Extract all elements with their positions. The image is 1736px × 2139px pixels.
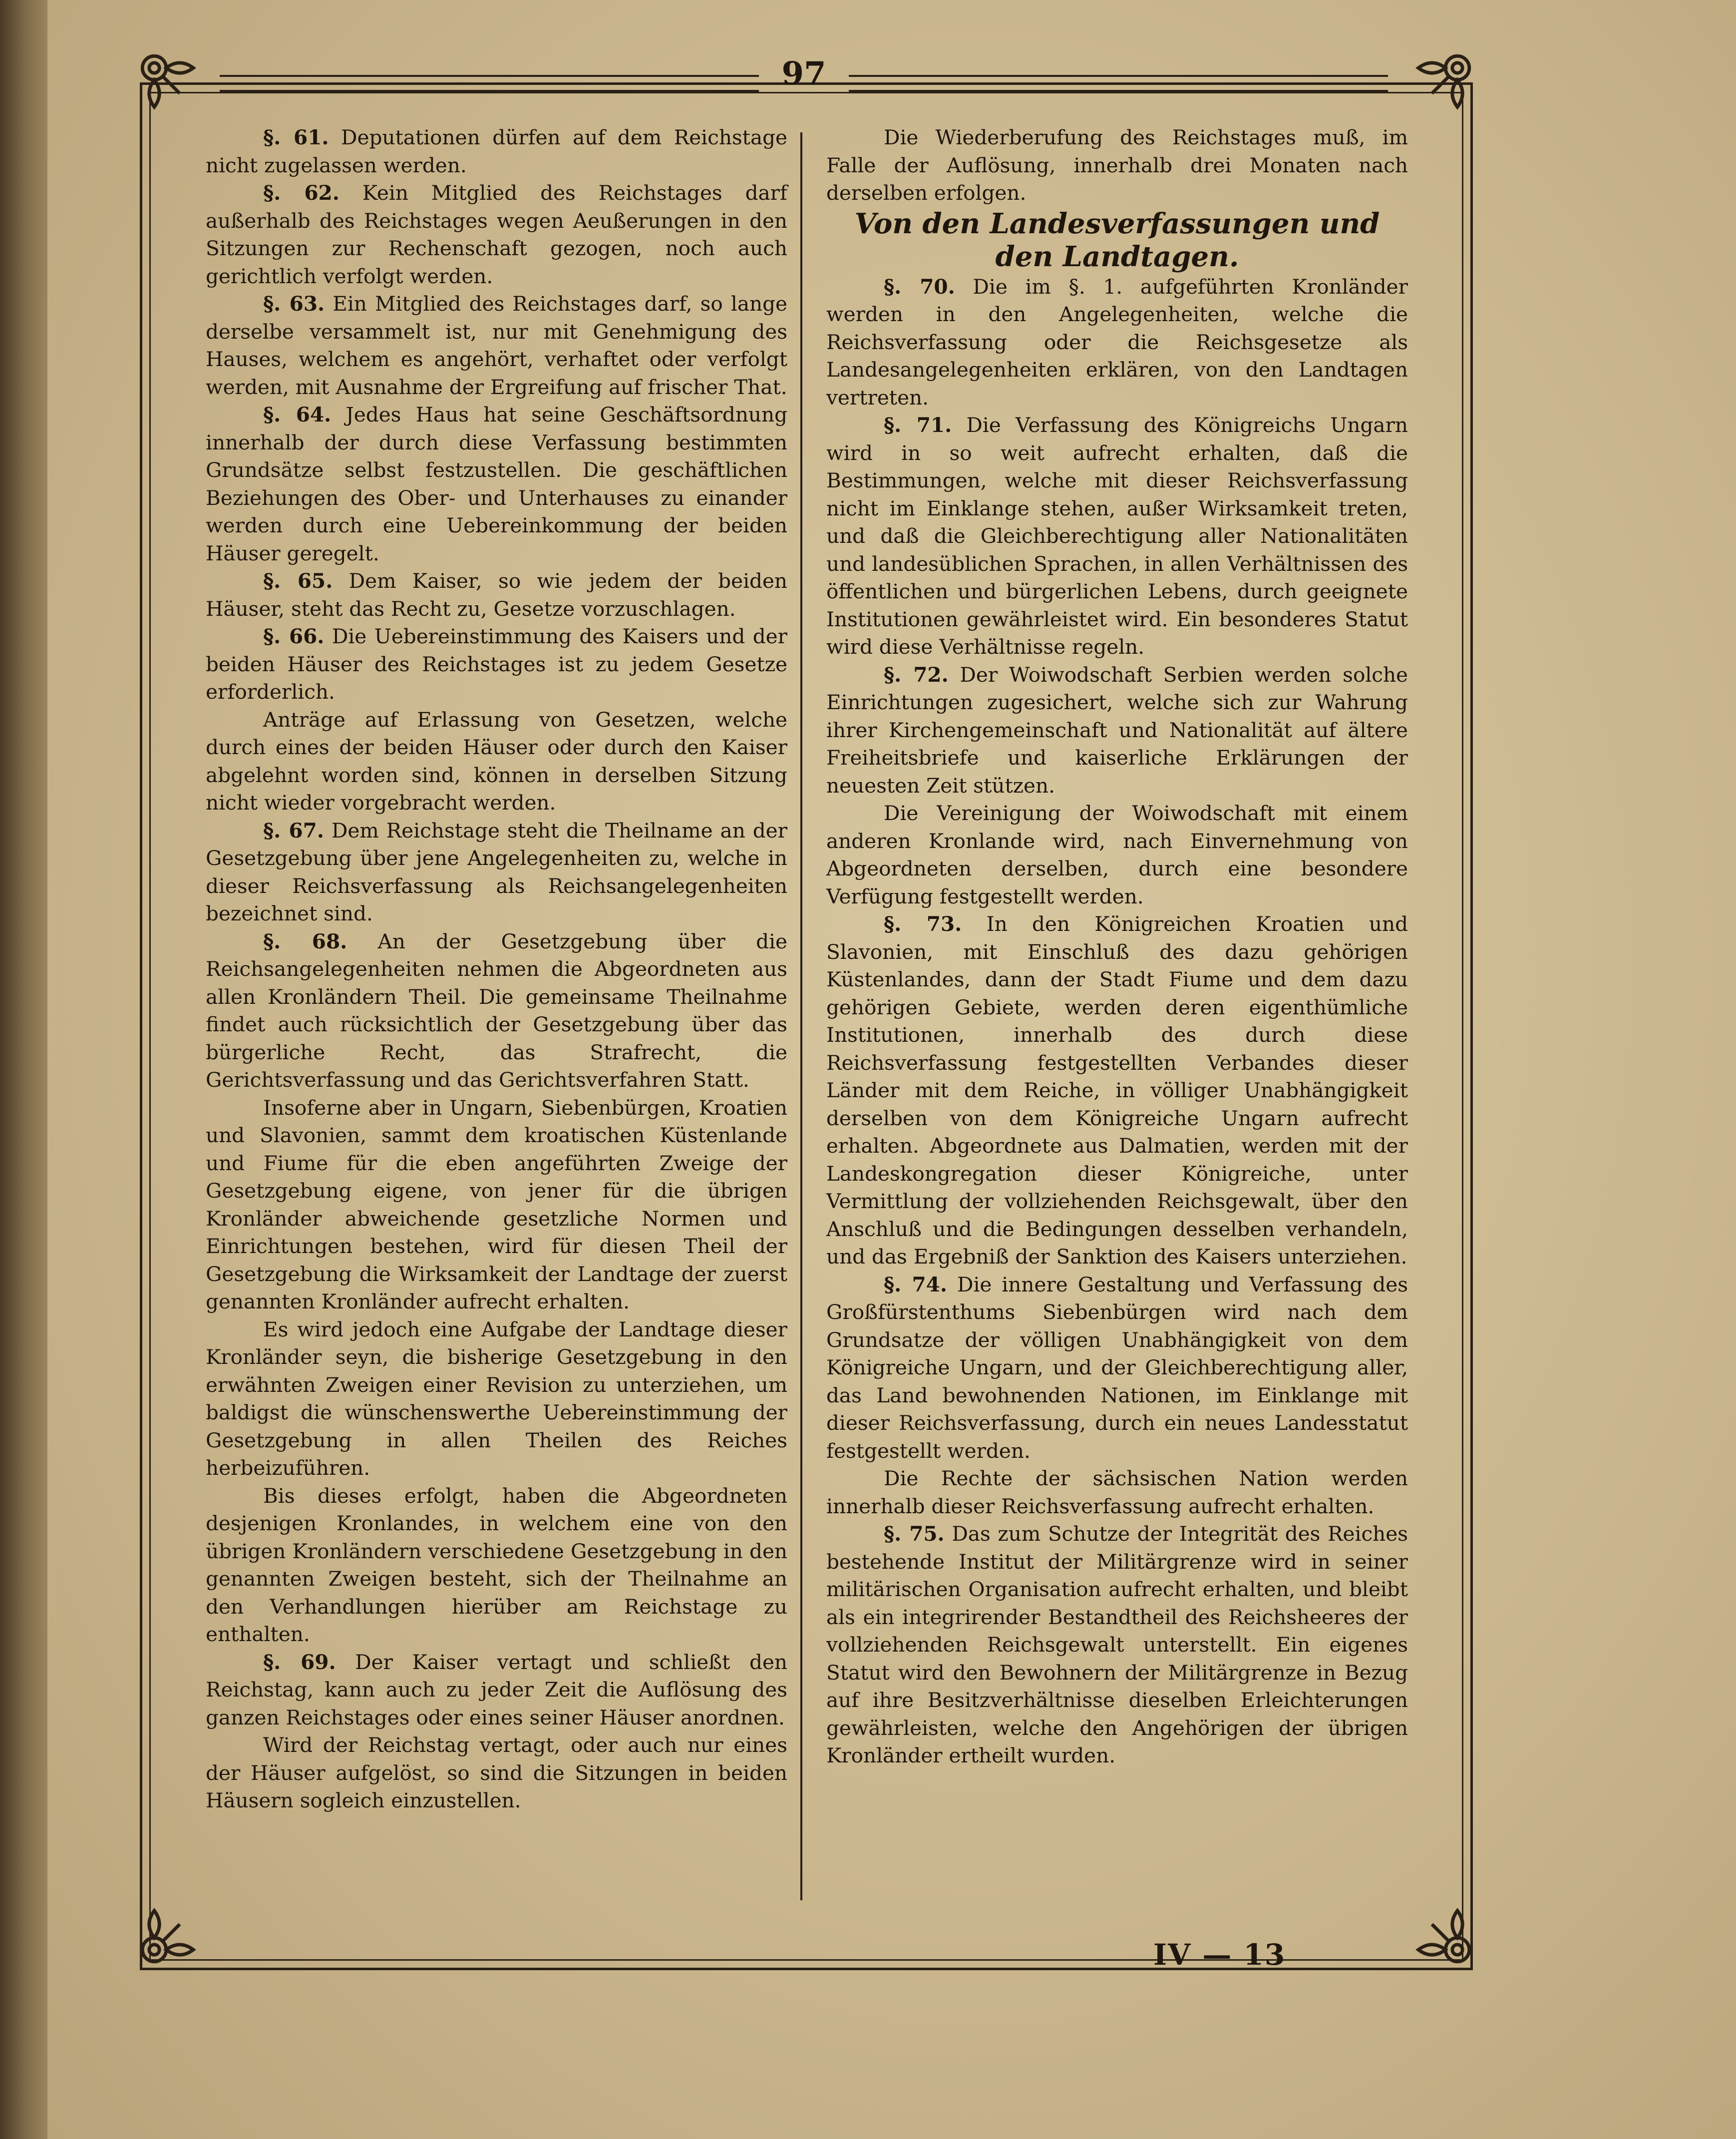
section-heading: Von den Landesverfassungen und den Landtagen. bbox=[854, 207, 1380, 273]
book-binding-shadow bbox=[0, 0, 55, 2139]
paragraph: §. 62. Kein Mitglied des Reichstages darf außerhalb des Reichstages wegen Aeußerungen in den Sitzungen zur Rechenschaft gezogen, noch auch gerichtlich verfolgt werden. bbox=[206, 181, 787, 288]
header-rule bbox=[220, 75, 759, 77]
paragraph: Es wird jedoch eine Aufgabe der Landtage dieser Kronländer seyn, die bisherige Gesetzgebung in den erwähnten Zweigen einer Revision zu unterziehen, um baldigst die wünschenswerthe Uebereinstimmung der Gesetzgebung in allen Theilen des Reiches herbeizuführen. bbox=[206, 1317, 787, 1480]
header-rule bbox=[849, 90, 1388, 92]
paragraph: Insoferne aber in Ungarn, Siebenbürgen, Kroatien und Slavonien, sammt dem kroatischen Küstenlande und Fiume für die eben angeführten Zweige der Gesetzgebung eigene, von jener für die übrigen Kronländer abweichende gesetzliche Normen und Einrichtungen bestehen, wird für diesen Theil der Gesetzgebung die Wirksamkeit der Landtage der zuerst genannten Kronländer aufrecht erhalten. bbox=[206, 1095, 787, 1313]
paragraph: §. 68. An der Gesetzgebung über die Reichsangelegenheiten nehmen die Abgeordneten aus allen Kronländern Theil. Die gemeinsame Theilnahme findet auch rücksichtlich der Gesetzgebung über das bürgerliche Recht, das Strafrecht, die Gerichtsverfassung und das Gerichtsverfahren Statt. bbox=[206, 929, 787, 1092]
paragraph: Anträge auf Erlassung von Gesetzen, welche durch eines der beiden Häuser oder durch den Kaiser abgelehnt worden sind, können in derselben Sitzung nicht wieder vorgebracht werden. bbox=[206, 707, 787, 815]
paragraph: Bis dieses erfolgt, haben die Abgeordneten desjenigen Kronlandes, in welchem eine von den übrigen Kronländern verschiedene Gesetzgebung in den genannten Zweigen besteht, sich der Theilnahme an den Verhandlungen hierüber am Reichstage zu enthalten. bbox=[206, 1483, 787, 1646]
paragraph: Wird der Reichstag vertagt, oder auch nur eines der Häuser aufgelöst, so sind die Sitzungen in beiden Häusern sogleich einzustellen. bbox=[206, 1733, 787, 1812]
paragraph: §. 73. In den Königreichen Kroatien und Slavonien, mit Einschluß des dazu gehörigen Küstenlandes, dann der Stadt Fiume und dem dazu gehörigen Gebiete, werden deren eigenthümliche Institutionen, innerhalb des durch diese Reichsverfassung festgestellten Verbandes dieser Länder mit dem Reiche, in völliger Unabhängigkeit derselben von dem Königreiche Ungarn aufrecht erhalten. Abgeordnete aus Dalmatien, werden mit der Landeskongregation dieser Königreiche, unter Vermittlung der vollziehenden Reichsgewalt, über den Anschluß und die Bedingungen desselben verhandeln, und das Ergebniß der Sanktion des Kaisers unterziehen. bbox=[826, 912, 1408, 1269]
corner-ornament-icon bbox=[1398, 42, 1483, 127]
signature-mark: IV — 13 bbox=[1153, 1938, 1286, 1972]
paragraph: §. 72. Der Woiwodschaft Serbien werden solche Einrichtungen zugesichert, welche sich zur Wahrung ihrer Kirchengemeinschaft und Nationalität auf ältere Freiheitsbriefe und kaiserliche Erklärungen der neuesten Zeit stützen. bbox=[826, 662, 1408, 798]
corner-ornament-icon bbox=[129, 1890, 214, 1975]
left-column bbox=[206, 124, 787, 1815]
paragraph: §. 69. Der Kaiser vertagt und schließt den Reichstag, kann auch zu jeder Zeit die Auflösung des ganzen Reichstages oder eines seiner Häuser anordnen. bbox=[206, 1650, 788, 1729]
corner-ornament-icon bbox=[1398, 1890, 1483, 1975]
paragraph: Die Wiederberufung des Reichstages muß, im Falle der Auflösung, innerhalb drei Monaten nach derselben erfolgen. bbox=[826, 125, 1408, 205]
paragraph: §. 75. Das zum Schutze der Integrität des Reiches bestehende Institut der Militärgrenze wird in seiner militärischen Organisation aufrecht erhalten, und bleibt als ein integrirender Bestandtheil des Reichsheeres der vollziehenden Reichsgewalt unterstellt. Ein eigenes Statut wird den Bewohnern der Militärgrenze in Bezug auf ihre Besitzverhältnisse dieselben Erleichterungen gewährleisten, welche den Angehörigen der übrigen Kronländer ertheilt wurden. bbox=[826, 1522, 1408, 1767]
paragraph: Die Rechte der sächsischen Nation werden innerhalb dieser Reichsverfassung aufrecht erhalten. bbox=[826, 1466, 1408, 1518]
paragraph: Die Vereinigung der Woiwodschaft mit einem anderen Kronlande wird, nach Einvernehmung von Abgeordneten derselben, durch eine besondere Verfügung festgestellt werden. bbox=[826, 801, 1408, 908]
paragraph: §. 74. Die innere Gestaltung und Verfassung des Großfürstenthums Siebenbürgen wird nach dem Grundsatze der völligen Unabhängigkeit von dem Königreiche Ungarn, und der Gleichberechtigung aller, das Land bewohnenden Nationen, im Einklange mit dieser Reichsverfassung, durch ein neues Landesstatut festgestellt werden. bbox=[826, 1272, 1408, 1463]
paragraph: §. 70. Die im §. 1. aufgeführten Kronländer werden in den Angelegenheiten, welche die Reichsverfassung oder die Reichsgesetze als Landesangelegenheiten erklären, von den Landtagen vertreten. bbox=[826, 274, 1408, 410]
header-rule bbox=[220, 90, 759, 92]
page-number: 97 bbox=[781, 55, 826, 92]
paragraph: §. 66. Die Uebereinstimmung des Kaisers und der beiden Häuser des Reichstages ist zu jedem Gesetze erforderlich. bbox=[206, 624, 787, 704]
paragraph: §. 65. Dem Kaiser, so wie jedem der beiden Häuser, steht das Recht zu, Gesetze vorzuschlagen. bbox=[206, 569, 788, 621]
paragraph: §. 71. Die Verfassung des Königreichs Ungarn wird in so weit aufrecht erhalten, daß die Bestimmungen, welche mit dieser Reichsverfassung nicht im Einklange stehen, außer Wirksamkeit treten, und daß die Gleichberechtigung aller Nationalitäten und landesüblichen Sprachen, in allen Verhältnissen des öffentlichen und bürgerlichen Lebens, durch geeignete Institutionen gewährleistet wird. Ein besonderes Statut wird diese Verhältnisse regeln. bbox=[826, 413, 1408, 659]
corner-ornament-icon bbox=[129, 42, 214, 127]
header-rule bbox=[849, 75, 1388, 77]
paragraph: §. 61. Deputationen dürfen auf dem Reichstage nicht zugelassen werden. bbox=[206, 125, 787, 177]
paragraph: §. 67. Dem Reichstage steht die Theilname an der Gesetzgebung über jene Angelegenheiten zu, welche in dieser Reichsverfassung als Reichsangelegenheiten bezeichnet sind. bbox=[206, 818, 787, 925]
right-column bbox=[826, 124, 1408, 1770]
column-divider bbox=[800, 132, 802, 1900]
paragraph: §. 64. Jedes Haus hat seine Geschäftsordnung innerhalb der durch diese Verfassung bestimmten Grundsätze selbst festzustellen. Die geschäftlichen Beziehungen des Ober- und Unterhauses zu einander werden durch eine Uebereinkommung der beiden Häuser geregelt. bbox=[206, 403, 788, 565]
paragraph: §. 63. Ein Mitglied des Reichstages darf, so lange derselbe versammelt ist, nur mit Genehmigung des Hauses, welchem es angehört, verhaftet oder verfolgt werden, mit Ausnahme der Ergreifung auf frischer That. bbox=[206, 292, 788, 399]
